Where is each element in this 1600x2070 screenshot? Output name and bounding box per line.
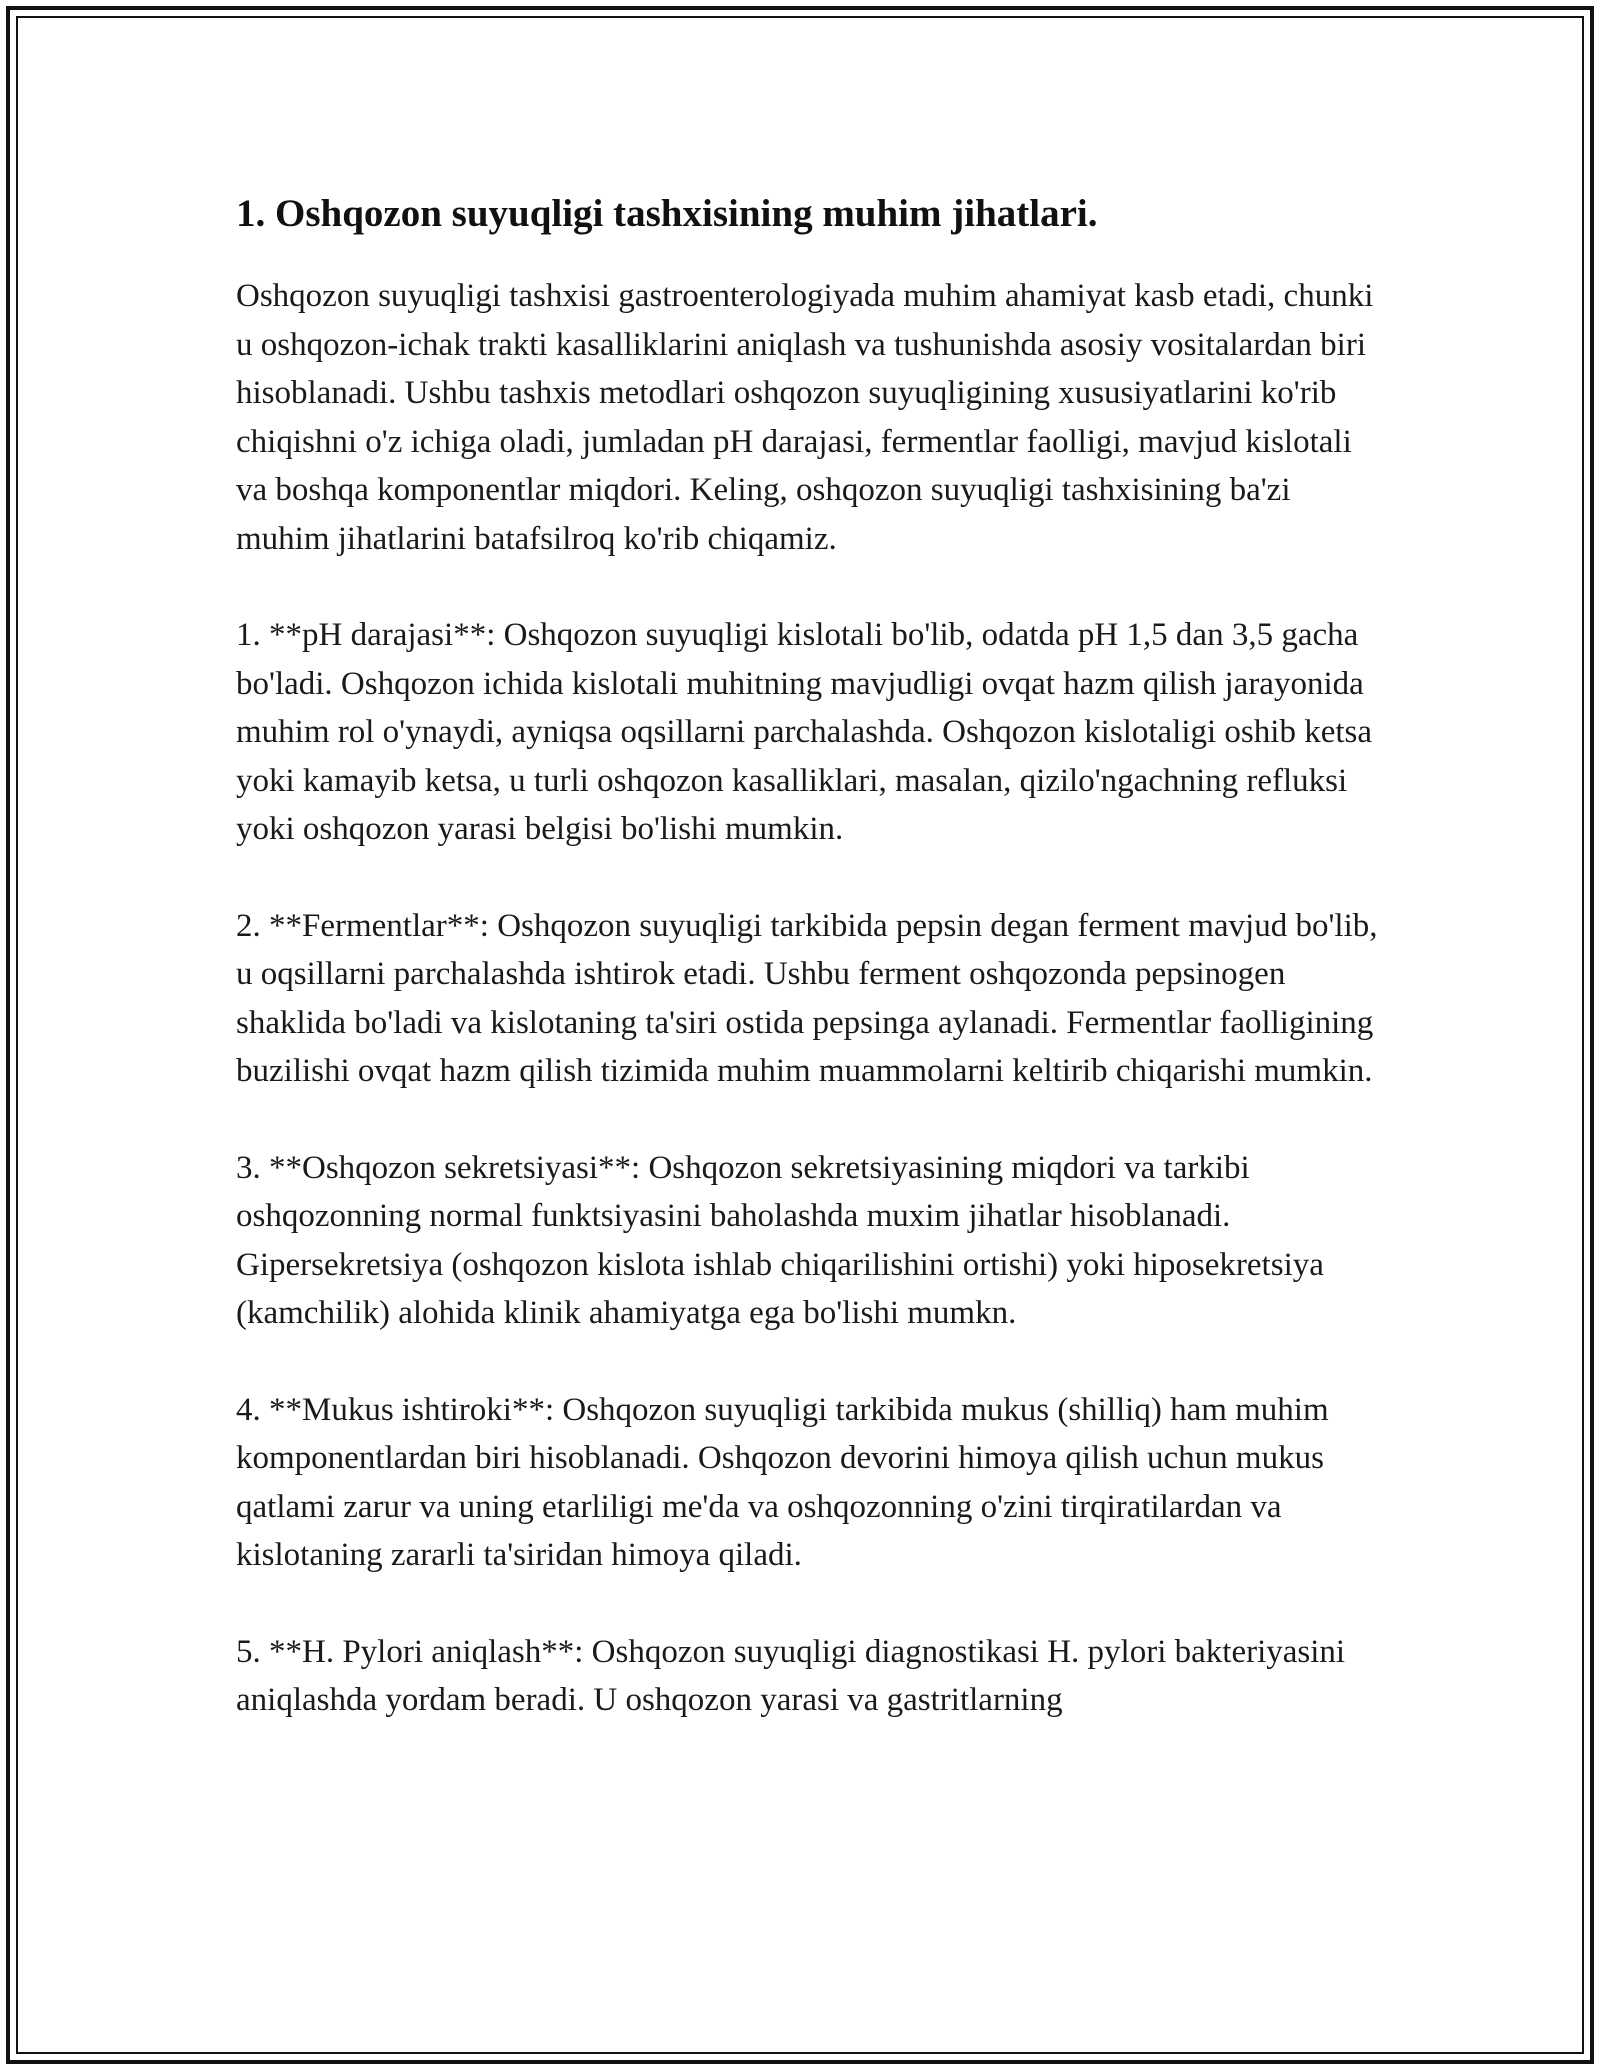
h-pylori-paragraph: 5. **H. Pylori aniqlash**: Oshqozon suyuqligi diagnostikasi H. pylori bakteriyasini aniqlashda yordam beradi. U oshqozon yarasi va gastritlarning xyxy=(236,1633,1346,1718)
document-body xyxy=(236,186,1386,1773)
enzymes-paragraph: 2. **Fermentlar**: Oshqozon suyuqligi tarkibida pepsin degan ferment mavjud bo'lib, u oqsillarni parchalashda ishtirok etadi. Ushbu ferment oshqozonda pepsinogen shaklida bo'ladi va kislotaning ta'siri ostida pepsinga aylanadi. Fermentlar faolligining buzilishi ovqat hazm qilish tizimida muhim muammolarni keltirib chiqarishi mumkin. xyxy=(236,907,1378,1089)
section-heading: 1. Oshqozon suyuqligi tashxisining muhim jihatlari. xyxy=(236,192,1098,235)
ph-level-paragraph: 1. **pH darajasi**: Oshqozon suyuqligi kislotali bo'lib, odatda pH 1,5 dan 3,5 gacha bo'ladi. Oshqozon ichida kislotali muhitning mavjudligi ovqat hazm qilish jarayonida muhim rol o'ynaydi, ayniqsa oqsillarni parchalashda. Oshqozon kislotaligi oshib ketsa yoki kamayib ketsa, u turli oshqozon kasalliklari, masalan, qizilo'ngachning refluksi yoki oshqozon yarasi belgisi bo'lishi mumkin. xyxy=(236,617,1373,847)
mucus-paragraph: 4. **Mukus ishtiroki**: Oshqozon suyuqligi tarkibida mukus (shilliq) ham muhim komponentlardan biri hisoblanadi. Oshqozon devorini himoya qilish uchun mukus qatlami zarur va uning etarliligi me'da va oshqozonning o'zini tirqiratilardan va kislotaning zararli ta'siridan himoya qiladi. xyxy=(236,1391,1329,1573)
gastric-secretion-paragraph: 3. **Oshqozon sekretsiyasi**: Oshqozon sekretsiyasining miqdori va tarkibi oshqozonning normal funktsiyasini baholashda muxim jihatlar hisoblanadi. Gipersekretsiya (oshqozon kislota ishlab chiqarilishini ortishi) yoki hiposekretsiya (kamchilik) alohida klinik ahamiyatga ega bo'lishi mumkn. xyxy=(236,1149,1324,1331)
intro-paragraph: Oshqozon suyuqligi tashxisi gastroenterologiyada muhim ahamiyat kasb etadi, chunki u oshqozon-ichak trakti kasalliklarini aniqlash va tushunishda asosiy vositalardan biri hisoblanadi. Ushbu tashxis metodlari oshqozon suyuqligining xususiyatlarini ko'rib chiqishni o'z ichiga oladi, jumladan pH darajasi, fermentlar faolligi, mavjud kislotali va boshqa komponentlar miqdori. Keling, oshqozon suyuqligi tashxisining ba'zi muhim jihatlarini batafsilroq ko'rib chiqamiz. xyxy=(236,278,1374,557)
